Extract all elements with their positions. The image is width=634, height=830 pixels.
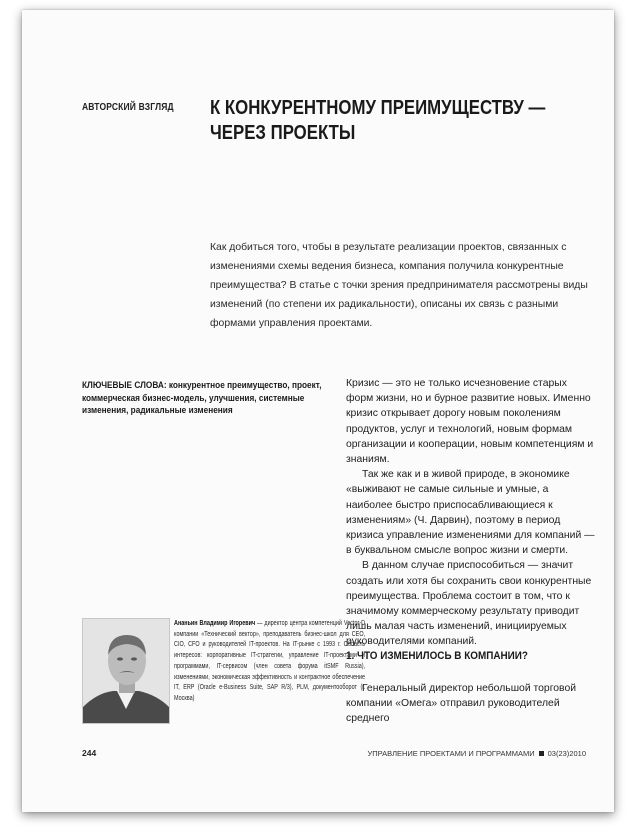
square-bullet-icon xyxy=(539,751,544,756)
footer-journal xyxy=(368,749,587,758)
body-paragraph: Кризис — это не только исчезновение старых форм жизни, но и бурное развитие новых. Именно кризис открывает дорогу новым поколениям продуктов, услуг и технологий, новым формам организации и кооперации, новым компетенциям и знаниям. xyxy=(346,378,594,466)
magazine-page xyxy=(22,10,614,812)
author-photo xyxy=(82,618,170,724)
author-description: — директор центра компетенций Vector-D компании «Технический вектор», преподаватель бизнес-школ для CEO, CIO, CFO и руководителей IT-проектов. На IT-рынке с 1993 г. Область интересов: корпоративные IT-стратегии, управление IT-проектами и программами, IT-сервисом (член совета форума itSMF Russia), изменениями, экономическая эффективность и контрактное обеспечение IT, ERP (Oracle e-Business Suite, SAP R/3), PLM, документооборот (г. Москва) xyxy=(174,620,366,702)
article-title xyxy=(210,96,546,146)
title-line-1: К КОНКУРЕНТНОМУ ПРЕИМУЩЕСТВУ — xyxy=(210,97,546,119)
page-number: 244 xyxy=(82,748,97,758)
title-line-2: ЧЕРЕЗ ПРОЕКТЫ xyxy=(210,122,356,144)
section-heading: 1. ЧТО ИЗМЕНИЛОСЬ В КОМПАНИИ? xyxy=(346,650,528,662)
author-portrait-image xyxy=(83,619,169,723)
journal-name: УПРАВЛЕНИЕ ПРОЕКТАМИ И ПРОГРАММАМИ xyxy=(367,749,535,758)
body-paragraph: Так же как и в живой природе, в экономике «выживают не самые сильные и умные, а наиболее быстро приспосабливающиеся к изменениям» (Ч. Дарвин), поэтому в период кризиса управление изменениями для компаний — в буквальном смысле вопрос жизни и смерти. xyxy=(346,469,595,557)
body-paragraph-after-heading: Генеральный директор небольшой торговой компании «Омега» отправил руководителей среднего xyxy=(346,683,577,725)
section-label: АВТОРСКИЙ ВЗГЛЯД xyxy=(82,102,174,113)
article-body xyxy=(346,376,596,650)
keywords: КЛЮЧЕВЫЕ СЛОВА: конкурентное преимущество, проект, коммерческая бизнес-модель, улучшения, системные изменения, радикальные изменения xyxy=(82,380,322,416)
author-bio xyxy=(174,619,365,705)
lead-paragraph: Как добиться того, чтобы в результате реализации проектов, связанных с изменениями схемы ведения бизнеса, компания получила конкурентные преимущества? В статье с точки зрения предпринимателя рассмотрены виды изменений (по степени их радикальности), описаны их связь с разными формами управления проектами. xyxy=(210,242,588,329)
author-name: Ананьин Владимир Игоревич xyxy=(174,620,256,627)
body-paragraph: В данном случае приспособиться — значит создать или хотя бы сохранить свои конкурентные преимущества. Проблема состоит в том, что к значимому коммерческому результату приводит лишь малая часть изменений, инициируемых руководителями компаний. xyxy=(346,560,592,648)
journal-issue: 03(23)2010 xyxy=(547,749,586,758)
